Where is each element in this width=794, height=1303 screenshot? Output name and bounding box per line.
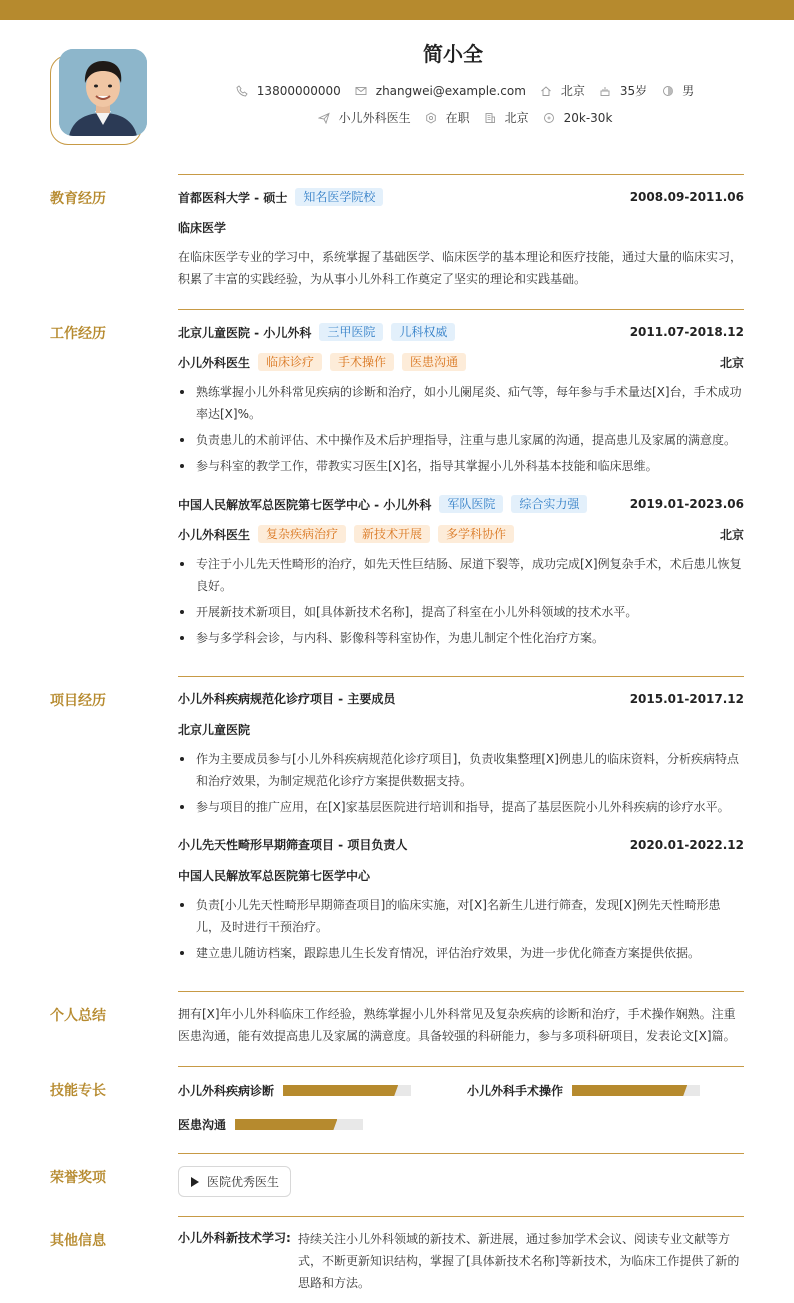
gender-item xyxy=(661,82,694,99)
project-org: 北京儿童医院 xyxy=(178,723,251,737)
education-major-row xyxy=(178,219,744,236)
city-item xyxy=(540,82,585,99)
other-label: 小儿外科新技术学习: xyxy=(178,1231,291,1245)
list-item: 参与多学科会诊，与内科、影像科等科室协作，为患儿制定个性化治疗方案。 xyxy=(178,627,744,649)
project-date: 2020.01-2022.12 xyxy=(629,837,744,852)
gender-icon xyxy=(661,84,674,97)
status-text: 在职 xyxy=(445,111,470,125)
position-item xyxy=(318,109,411,126)
skill-label: 小儿外科手术操作 xyxy=(467,1084,564,1098)
job-company: 中国人民解放军总医院第七医学中心 - 小儿外科 xyxy=(178,497,432,512)
project-org-row xyxy=(178,867,744,884)
candidate-name: 简小全 xyxy=(423,42,483,66)
divider xyxy=(178,991,744,992)
target-city-text: 北京 xyxy=(504,111,529,125)
section-title-honors: 荣誉奖项 xyxy=(50,1170,106,1186)
project-name: 小儿外科疾病规范化诊疗项目 - 主要成员 xyxy=(178,692,396,706)
section-title-summary: 个人总结 xyxy=(50,1008,106,1024)
gender-text: 男 xyxy=(682,84,695,98)
job-date: 2019.01-2023.06 xyxy=(629,497,744,511)
skill-label: 小儿外科疾病诊断 xyxy=(178,1084,275,1098)
contact-info-row xyxy=(170,82,760,99)
play-icon xyxy=(191,1177,199,1187)
divider xyxy=(178,676,744,677)
age-text: 35岁 xyxy=(619,84,648,98)
job-location: 北京 xyxy=(719,355,744,370)
education-description: 在临床医学专业的学习中，系统掌握了基础医学、临床医学的基本理论和医疗技能，通过大量的临床实习，积累了丰富的实践经验，为从事小儿外科工作奠定了坚实的理论和实践基础。 xyxy=(178,250,743,286)
list-item: 开展新技术新项目，如[具体新技术名称]，提高了科室在小儿外科领域的技术水平。 xyxy=(178,601,744,623)
skill-bar xyxy=(283,1085,411,1096)
section-title-education: 教育经历 xyxy=(50,191,106,207)
email-item xyxy=(355,84,526,98)
target-city-item xyxy=(484,109,529,126)
job-location: 北京 xyxy=(719,527,744,542)
skill-label: 医患沟通 xyxy=(178,1118,227,1132)
company-tag: 军队医院 xyxy=(439,495,503,513)
divider xyxy=(178,174,744,175)
job-bullets xyxy=(178,553,744,653)
list-item: 熟练掌握小儿外科常见疾病的诊断和治疗，如小儿阑尾炎、疝气等，每年参与手术量达[X]台，手术成功率达[X]%。 xyxy=(178,381,744,425)
company-tag: 综合实力强 xyxy=(511,495,587,513)
summary-text: 拥有[X]年小儿外科临床工作经验，熟练掌握小儿外科常见及复杂疾病的诊断和治疗，手术操作娴熟。注重医患沟通，能有效提高患儿及家属的满意度。具备较强的科研能力，参与多项科研项目，发表论文[X]篇。 xyxy=(178,1007,736,1043)
cake-icon xyxy=(599,84,612,97)
job-date: 2011.07-2018.12 xyxy=(629,325,744,339)
skill-tag: 新技术开展 xyxy=(354,525,430,543)
skill-tag: 复杂疾病治疗 xyxy=(258,525,346,543)
project-date: 2015.01-2017.12 xyxy=(629,691,744,706)
list-item: 负责[小儿先天性畸形早期筛查项目]的临床实施，对[X]名新生儿进行筛查，发现[X]例先天性畸形患儿，及时进行干预治疗。 xyxy=(178,894,744,938)
email-text: zhangwei@example.com xyxy=(375,83,526,98)
skill-bar-fill xyxy=(572,1085,687,1096)
divider xyxy=(178,1066,744,1067)
send-icon xyxy=(318,111,331,124)
list-item: 建立患儿随访档案，跟踪患儿生长发育情况，评估治疗效果，为进一步优化筛查方案提供依据。 xyxy=(178,942,744,964)
job-position-row xyxy=(178,525,744,543)
section-title-skills: 技能专长 xyxy=(50,1083,106,1099)
divider xyxy=(178,1216,744,1217)
education-header xyxy=(178,188,744,206)
list-item: 作为主要成员参与[小儿外科疾病规范化诊疗项目]，负责收集整理[X]例患儿的临床资料，分析疾病特点和治疗效果，为制定规范化诊疗方案提供数据支持。 xyxy=(178,748,744,792)
top-accent-bar xyxy=(0,0,794,20)
job-intent-row xyxy=(170,109,760,126)
major: 临床医学 xyxy=(178,221,227,235)
job-header xyxy=(178,495,744,513)
phone-icon xyxy=(236,84,249,97)
project-org: 中国人民解放军总医院第七医学中心 xyxy=(178,869,371,883)
section-title-work: 工作经历 xyxy=(50,326,106,342)
education-date: 2008.09-2011.06 xyxy=(629,190,744,204)
skill-item xyxy=(178,1082,411,1099)
skill-item xyxy=(178,1116,363,1133)
skill-tag: 多学科协作 xyxy=(438,525,514,543)
list-item: 负责患儿的术前评估、术中操作及术后护理指导，注重与患儿家属的沟通，提高患儿及家属的满意度。 xyxy=(178,429,744,451)
home-icon xyxy=(540,84,553,97)
skill-item xyxy=(467,1082,700,1099)
position-text: 小儿外科医生 xyxy=(338,111,411,125)
city-text: 北京 xyxy=(560,84,585,98)
job-position: 小儿外科医生 xyxy=(178,527,251,542)
phone-text: 13800000000 xyxy=(256,83,341,98)
skill-bar-fill xyxy=(283,1085,398,1096)
project-org-row xyxy=(178,721,744,738)
award-item[interactable] xyxy=(178,1166,291,1197)
school-degree: 首都医科大学 - 硕士 xyxy=(178,190,288,205)
list-item: 参与项目的推广应用，在[X]家基层医院进行培训和指导，提高了基层医院小儿外科疾病的诊疗水平。 xyxy=(178,796,744,818)
project-header xyxy=(178,690,744,707)
list-item: 专注于小儿先天性畸形的治疗，如先天性巨结肠、尿道下裂等，成功完成[X]例复杂手术，术后患儿恢复良好。 xyxy=(178,553,744,597)
job-position: 小儿外科医生 xyxy=(178,355,251,370)
school-tag: 知名医学院校 xyxy=(295,188,383,206)
company-tag: 三甲医院 xyxy=(319,323,383,341)
company-tag: 儿科权威 xyxy=(391,323,455,341)
project-name: 小儿先天性畸形早期筛查项目 - 项目负责人 xyxy=(178,838,408,852)
coin-icon xyxy=(543,111,556,124)
project-bullets xyxy=(178,748,744,822)
job-company: 北京儿童医院 - 小儿外科 xyxy=(178,325,312,340)
section-title-projects: 项目经历 xyxy=(50,693,106,709)
list-item: 参与科室的教学工作，带教实习医生[X]名，指导其掌握小儿外科基本技能和临床思维。 xyxy=(178,455,744,477)
skill-tag: 医患沟通 xyxy=(402,353,466,371)
skill-bar xyxy=(235,1119,363,1130)
project-header xyxy=(178,836,744,853)
skill-bar xyxy=(572,1085,700,1096)
mail-icon xyxy=(355,84,368,97)
age-item xyxy=(599,82,647,99)
job-position-row xyxy=(178,353,744,371)
building-icon xyxy=(484,111,497,124)
phone-item xyxy=(236,84,341,98)
salary-item xyxy=(543,111,613,125)
award-label: 医院优秀医生 xyxy=(207,1175,280,1189)
status-item xyxy=(425,109,470,126)
skill-tag: 手术操作 xyxy=(330,353,394,371)
job-header xyxy=(178,323,744,341)
job-bullets xyxy=(178,381,744,481)
project-bullets xyxy=(178,894,744,968)
skill-bar-fill xyxy=(235,1119,337,1130)
avatar-photo xyxy=(59,49,147,136)
divider xyxy=(178,309,744,310)
skill-tag: 临床诊疗 xyxy=(258,353,322,371)
salary-text: 20k-30k xyxy=(563,110,613,125)
section-title-other: 其他信息 xyxy=(50,1233,106,1249)
divider xyxy=(178,1153,744,1154)
settings-icon xyxy=(425,111,438,124)
other-text: 持续关注小儿外科领域的新技术、新进展，通过参加学术会议、阅读专业文献等方式，不断更新知识结构，掌握了[具体新技术名称]等新技术，为临床工作提供了新的思路和方法。 xyxy=(298,1232,740,1290)
